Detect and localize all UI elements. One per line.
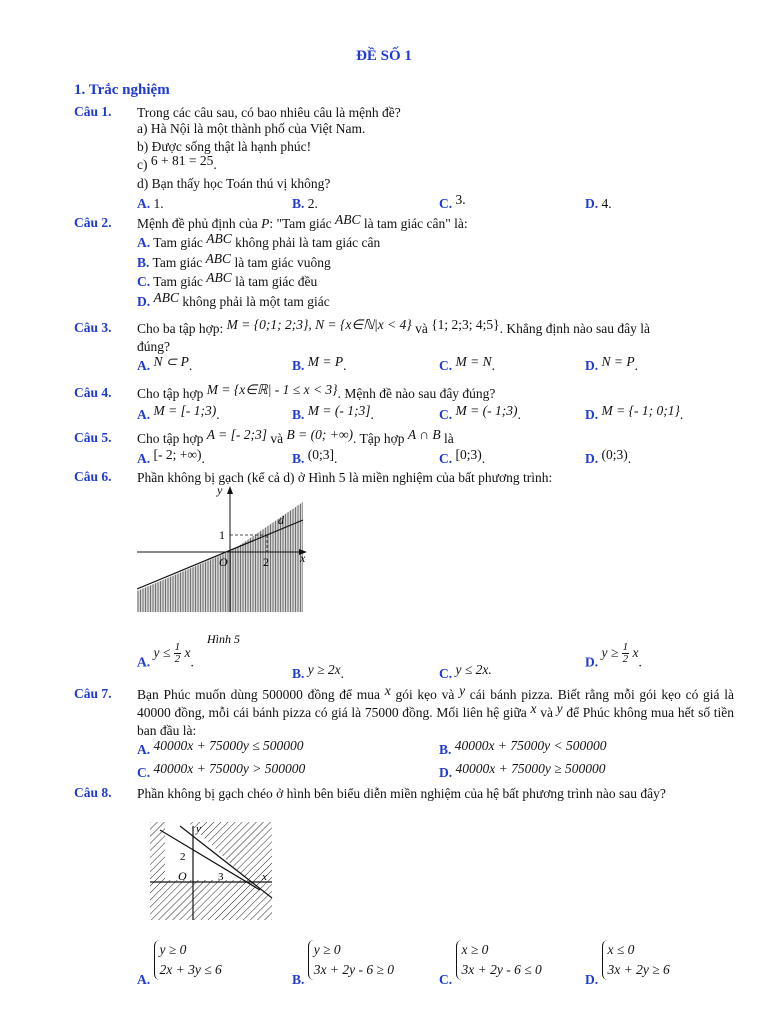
option-math: 40000x + 75000y > 500000: [153, 761, 306, 776]
q7-option-a[interactable]: [137, 738, 304, 758]
q5-option-a[interactable]: A. [- 2; +∞).: [137, 447, 205, 466]
figure-8-x-label: x: [262, 871, 267, 883]
option-text: Tam giác: [152, 255, 203, 270]
figure-5-caption: Hình 5: [207, 632, 240, 646]
option-letter: C.: [137, 765, 151, 780]
figure-8-tick-2: 2: [180, 851, 186, 863]
inequality-2: 3x + 2y ≥ 6: [607, 962, 670, 977]
option-letter: A.: [137, 654, 151, 670]
option-letter: D.: [585, 358, 599, 373]
option-text: 2.: [307, 196, 318, 211]
text: và: [540, 705, 553, 720]
inequality-2: 3x + 2y - 6 ≤ 0: [461, 962, 542, 977]
text: Cho ba tập hợp:: [137, 321, 224, 336]
q1-option-d[interactable]: [585, 196, 612, 212]
q4-option-a[interactable]: A. M = [- 1;3).: [137, 403, 220, 422]
q2-option-a[interactable]: [137, 231, 381, 251]
question-text: [137, 317, 734, 356]
option-letter: A.: [137, 196, 151, 211]
option-math: 40000x + 75000y ≥ 500000: [455, 761, 606, 776]
option-letter: A.: [137, 451, 151, 466]
q3-option-c[interactable]: C. M = N.: [439, 354, 495, 373]
q4-option-c[interactable]: C. M = (- 1;3).: [439, 403, 521, 422]
math-abc: ABC: [206, 270, 232, 285]
figure-8-y-label: y: [196, 823, 201, 835]
q2-option-b[interactable]: [137, 251, 331, 271]
q3-option-b[interactable]: B. M = P.: [292, 354, 347, 373]
option-letter: D.: [585, 654, 599, 670]
option-letter: D.: [585, 972, 599, 987]
math-abc: ABC: [153, 290, 179, 305]
text: gói kẹo và: [395, 687, 455, 702]
figure-5-x-label: x: [300, 551, 306, 565]
option-letter: B.: [292, 407, 305, 422]
q2-option-d[interactable]: [137, 290, 330, 310]
option-math: (0;3]: [307, 447, 335, 462]
math-abc: ABC: [335, 212, 361, 227]
text: Mệnh đề phủ định của: [137, 216, 258, 231]
option-math: y ≤ 2x.: [455, 662, 492, 677]
text: Cho tập hợp: [137, 386, 204, 401]
question-text: Trong các câu sau, có bao nhiêu câu là mệnh đề?: [137, 105, 401, 120]
q5-option-c[interactable]: C. [0;3).: [439, 447, 486, 466]
statement-a: a) Hà Nội là một thành phố của Việt Nam.: [137, 121, 366, 136]
option-letter: B.: [439, 742, 452, 757]
question-1: [74, 104, 734, 122]
option-system: [602, 940, 670, 980]
figure-5-tick-2: 2: [263, 555, 269, 569]
inequality-2: 2x + 3y ≤ 6: [159, 962, 222, 977]
q6-option-a[interactable]: A. y ≤ $\frac{1}{2}$ x.: [137, 641, 194, 670]
figure-5-tick-1: 1: [219, 528, 225, 542]
question-text: Phần không bị gạch (kể cả d) ở Hình 5 là miền nghiệm của bất phương trình:: [137, 470, 553, 485]
option-math: [0;3): [455, 447, 482, 462]
numerator: 1: [622, 641, 629, 653]
option-math: M = [- 1;3): [153, 403, 217, 418]
text: . Mệnh đề nào sau đây đúng?: [337, 386, 496, 401]
option-letter: A.: [137, 235, 151, 250]
option-letter: B.: [292, 358, 305, 373]
question-4: [74, 382, 734, 403]
figure-8-origin: O: [178, 869, 187, 883]
question-7: [74, 683, 735, 740]
section-heading: 1. Trắc nghiệm: [74, 82, 170, 98]
question-3: [74, 317, 734, 356]
question-5: [74, 427, 734, 448]
option-letter: B.: [292, 666, 305, 681]
option-letter: C.: [439, 196, 453, 211]
figure-5: [137, 484, 309, 650]
statement-c: c) 6 + 81 = 25.: [137, 153, 217, 172]
option-math: M = (- 1;3): [455, 403, 518, 418]
option-letter: D.: [585, 451, 599, 466]
text: đúng?: [137, 339, 170, 354]
text: đây?: [640, 786, 666, 801]
fraction: [622, 642, 630, 665]
figure-8: [150, 822, 276, 922]
math-x: x: [530, 701, 537, 716]
question-text: [137, 382, 734, 403]
text: . Khẳng định nào sau đây là: [499, 321, 651, 336]
text: và: [270, 431, 284, 446]
text: là: [443, 431, 454, 446]
statement-c-expr: 6 + 81 = 25: [150, 153, 214, 168]
question-text: [137, 683, 735, 740]
text: kẹo có giá là 40000 đồng, mỗi cái bánh pizza có giá là 75000 đồng. Mối liên hệ giữa: [137, 687, 734, 720]
text: là tam giác cân" là:: [363, 216, 468, 231]
inequality-1: y ≥ 0: [159, 942, 187, 957]
option-text: là tam giác đều: [235, 274, 318, 289]
inequality-2: 3x + 2y - 6 ≥ 0: [313, 962, 395, 977]
question-2: [74, 212, 734, 233]
option-math: M = {- 1; 0;1}: [601, 403, 680, 418]
q7-option-d[interactable]: [439, 761, 606, 781]
math-var: x: [632, 644, 639, 660]
question-label: Câu 1.: [74, 104, 112, 119]
math-set-b: B = (0; +∞): [286, 427, 353, 442]
math-intersection: A ∩ B: [407, 427, 441, 442]
question-label: Câu 6.: [74, 469, 112, 484]
option-letter: C.: [137, 274, 151, 289]
option-letter: B.: [292, 451, 305, 466]
math-lhs: y ≤: [153, 644, 171, 660]
option-letter: A.: [137, 972, 151, 987]
q8-option-b[interactable]: [292, 942, 395, 988]
text: để Phúc không mua hết số tiền ban đầu là:: [137, 705, 735, 738]
question-label: Câu 3.: [74, 320, 112, 335]
text: Phần không bị gạch chéo ở hình bên biểu diễn miền nghiệm của hệ bất phương trình nào sau: [137, 786, 637, 801]
option-letter: A.: [137, 407, 151, 422]
text: cái bánh pizza. Biết rằng mỗi gói: [469, 687, 657, 702]
q4-option-d[interactable]: D. M = {- 1; 0;1}.: [585, 403, 684, 422]
page-title: ĐỀ SỐ 1: [356, 48, 412, 64]
q8-option-c[interactable]: [439, 942, 542, 988]
figure-5-origin: O: [219, 555, 228, 569]
text: Bạn Phúc muốn dùng 500000 đồng để mua: [137, 687, 380, 702]
math-y: y: [556, 701, 563, 716]
q7-option-b[interactable]: [439, 738, 607, 758]
q5-option-d[interactable]: D. (0;3).: [585, 447, 632, 466]
math-sets: M = {0;1; 2;3}, N = {x∈ℕ|x < 4}: [226, 317, 412, 332]
option-letter: C.: [439, 407, 453, 422]
numerator: 1: [174, 641, 181, 653]
option-letter: B.: [292, 196, 305, 211]
option-math: 40000x + 75000y ≤ 500000: [153, 738, 304, 753]
figure-5-y-label: y: [217, 484, 223, 497]
q6-option-b[interactable]: B. y ≥ 2x.: [292, 662, 345, 681]
figure-8-hatched-left: [150, 822, 165, 880]
option-text: 3.: [455, 192, 466, 207]
question-label: Câu 2.: [74, 215, 112, 230]
math-p: P: [261, 216, 270, 231]
option-math: N = P: [601, 354, 635, 369]
statement-c-label: c): [137, 157, 148, 172]
option-text: là tam giác vuông: [234, 255, 331, 270]
option-letter: A.: [137, 742, 151, 757]
option-letter: D.: [439, 765, 453, 780]
statement-b: b) Được sống thật là hạnh phúc!: [137, 139, 312, 154]
option-letter: C.: [439, 666, 453, 681]
option-letter: B.: [292, 972, 305, 987]
option-math: M = P: [307, 354, 344, 369]
option-letter: C.: [439, 451, 453, 466]
option-math: N ⊂ P: [153, 354, 189, 369]
q8-option-a[interactable]: [137, 942, 222, 988]
q6-option-c[interactable]: [439, 662, 492, 682]
option-text: 1.: [153, 196, 164, 211]
option-math: y ≥ 2x: [307, 662, 341, 677]
question-label: Câu 5.: [74, 430, 112, 445]
option-math: 40000x + 75000y < 500000: [454, 738, 607, 753]
q3-option-a[interactable]: A. N ⊂ P.: [137, 354, 193, 373]
option-letter: D.: [137, 294, 151, 309]
question-8: [74, 785, 734, 803]
text: : "Tam giác: [269, 216, 332, 231]
option-text: Tam giác: [153, 235, 203, 250]
option-math: M = (- 1;3]: [307, 403, 371, 418]
option-text: không phải là tam giác cân: [235, 235, 381, 250]
q1-option-b[interactable]: [292, 196, 318, 212]
text: . Tập hợp: [352, 431, 405, 446]
statement-d: d) Bạn thấy học Toán thú vị không?: [137, 176, 331, 191]
math-set-a: A = [- 2;3]: [206, 427, 268, 442]
math-abc: ABC: [206, 231, 232, 246]
option-text: 4.: [601, 196, 612, 211]
math-var: x: [184, 644, 191, 660]
inequality-1: y ≥ 0: [313, 942, 341, 957]
math-y: y: [459, 683, 466, 698]
q2-option-c[interactable]: [137, 270, 318, 290]
math-set: {1; 2;3; 4;5}: [431, 317, 500, 332]
inequality-1: x ≤ 0: [607, 942, 635, 957]
fraction: [174, 642, 182, 665]
option-letter: C.: [439, 358, 453, 373]
option-math: M = N: [455, 354, 492, 369]
q8-option-d[interactable]: [585, 942, 670, 988]
denominator: 2: [174, 653, 181, 665]
text: và: [415, 321, 428, 336]
q7-option-c[interactable]: [137, 761, 306, 781]
figure-8-tick-3: 3: [218, 871, 224, 883]
option-math: (0;3): [601, 447, 628, 462]
question-label: Câu 8.: [74, 785, 112, 800]
math-abc: ABC: [205, 251, 232, 266]
math-set: M = {x∈ℝ| - 1 ≤ x < 3}: [206, 382, 338, 397]
q3-option-d[interactable]: D. N = P.: [585, 354, 638, 373]
option-math: [- 2; +∞): [153, 447, 202, 462]
option-text: Tam giác: [153, 274, 203, 289]
question-label: Câu 7.: [74, 686, 112, 701]
math-x: x: [384, 683, 391, 698]
question-text: [137, 427, 734, 448]
text: Cho tập hợp: [137, 431, 204, 446]
question-label: Câu 4.: [74, 385, 112, 400]
option-text: không phải là một tam giác: [182, 294, 330, 309]
q5-option-b[interactable]: B. (0;3].: [292, 447, 338, 466]
option-letter: D.: [585, 407, 599, 422]
q4-option-b[interactable]: B. M = (- 1;3].: [292, 403, 374, 422]
option-system: [308, 940, 394, 980]
option-system: [456, 940, 542, 980]
figure-5-d-label: d: [278, 513, 284, 527]
option-letter: C.: [439, 972, 453, 987]
q1-option-a[interactable]: [137, 196, 164, 212]
denominator: 2: [622, 653, 629, 665]
inequality-1: x ≥ 0: [461, 942, 489, 957]
option-system: [154, 940, 222, 980]
option-letter: A.: [137, 358, 151, 373]
arrow-up-icon: [227, 486, 233, 494]
question-text: [137, 785, 734, 803]
math-lhs: y ≥: [601, 644, 619, 660]
option-letter: D.: [585, 196, 599, 211]
q6-option-d[interactable]: D. y ≥ $\frac{1}{2}$ x.: [585, 641, 642, 670]
q1-option-c[interactable]: [439, 192, 466, 212]
option-letter: B.: [137, 255, 150, 270]
